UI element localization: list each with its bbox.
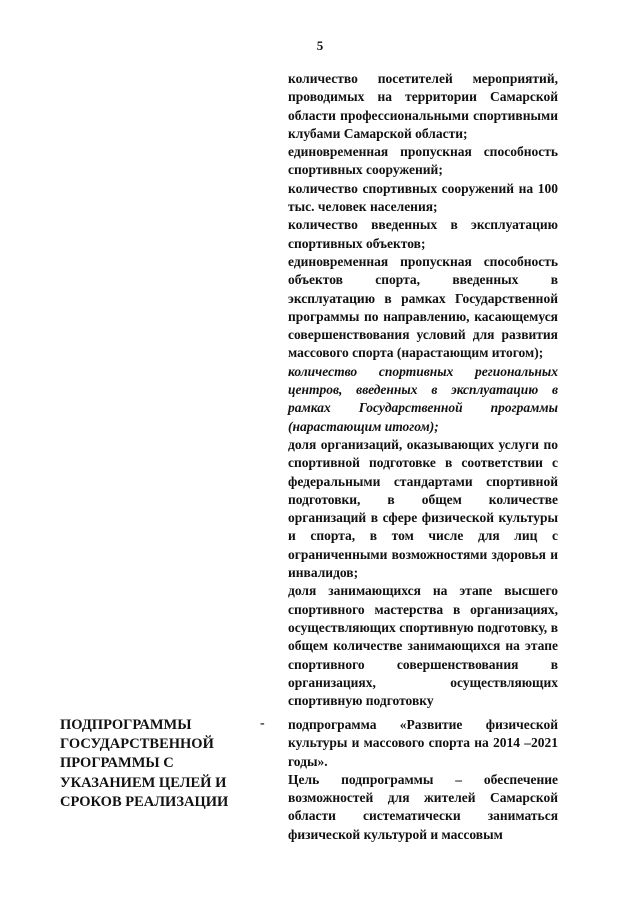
- subprogram-name: подпрограмма «Развитие физической культуры и массового спорта на 2014 –2021 годы».: [288, 717, 558, 769]
- page-number: 5: [316, 38, 324, 53]
- subprogram-section: [288, 716, 558, 844]
- indicator-item: доля организаций, оказывающих услуги по спортивной подготовке в соответствии с федеральными стандартами спортивной подготовки, в общем количестве организаций в сфере физической культуры и спорта, в том числе для лиц с ограниченными возможностями здоровья и инвалидов;: [288, 436, 558, 581]
- indicator-item: количество введенных в эксплуатацию спортивных объектов;: [288, 217, 558, 251]
- subprogram-goal: Цель подпрограммы – обеспечение возможностей для жителей Самарской области систематически заниматься физической культурой и массовым: [288, 771, 558, 842]
- subprograms-heading: ПОДПРОГРАММЫ ГОСУДАРСТВЕННОЙ ПРОГРАММЫ С УКАЗАНИЕМ ЦЕЛЕЙ И СРОКОВ РЕАЛИЗАЦИИ: [60, 717, 229, 810]
- indicator-item: единовременная пропускная способность объектов спорта, введенных в эксплуатацию в рамках Государственной программы по направлению, касающемуся совершенствования условий для развития массового спорта (нарастающим итогом);: [288, 253, 558, 361]
- indicator-item: количество спортивных региональных центров, введенных в эксплуатацию в рамках Государственной программы (нарастающим итогом);: [288, 363, 558, 434]
- row-dash: -: [260, 716, 265, 731]
- indicator-item: количество посетителей мероприятий, проводимых на территории Самарской области профессиональными спортивными клубами Самарской области;: [288, 71, 558, 141]
- indicators-list: [288, 70, 558, 710]
- indicator-item: единовременная пропускная способность спортивных сооружений;: [288, 144, 558, 178]
- indicator-item: количество спортивных сооружений на 100 тыс. человек населения;: [288, 180, 558, 215]
- indicator-item: доля занимающихся на этапе высшего спортивного мастерства в организациях, осуществляющих спортивную подготовку, в общем количестве занимающихся на этапе спортивного совершенствования в организациях, осуществляющих спортивную подготовку: [288, 583, 558, 709]
